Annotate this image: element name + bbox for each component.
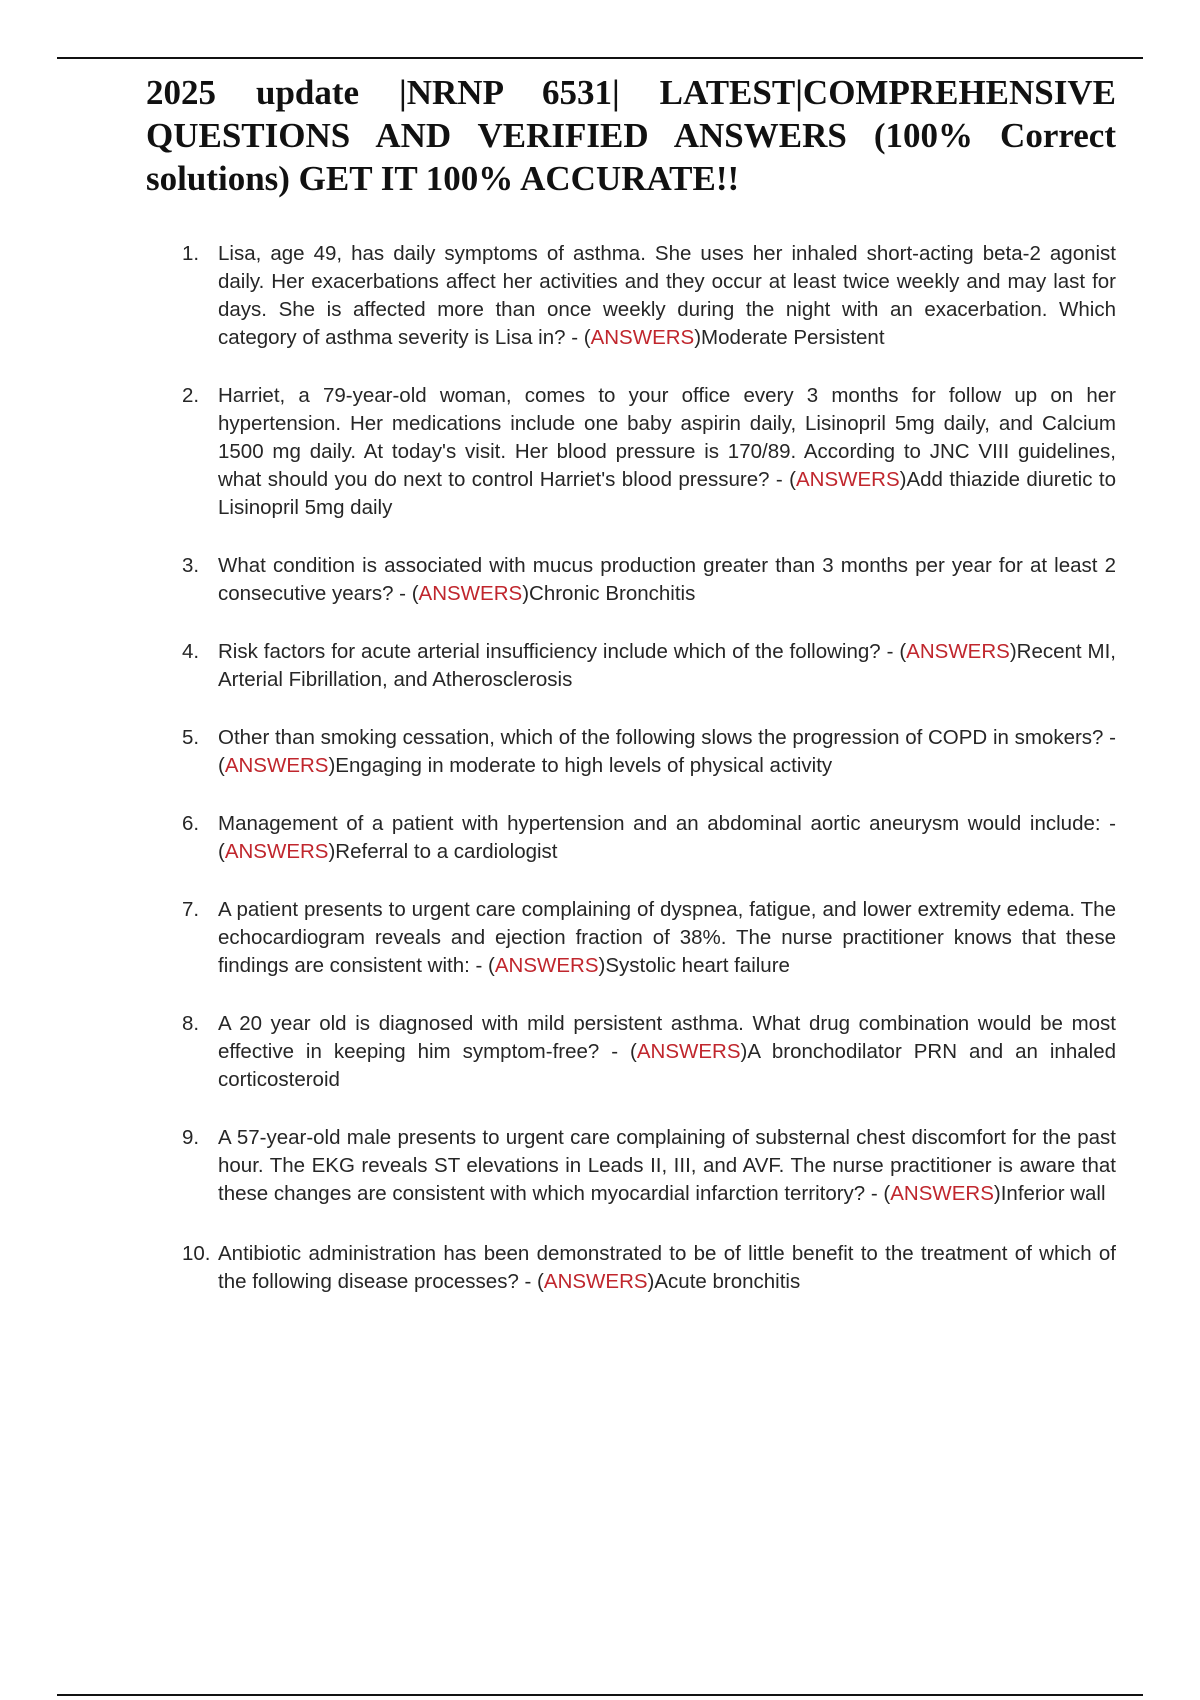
answers-tag: ANSWERS	[890, 1182, 994, 1205]
question-item	[146, 240, 1116, 352]
question-text: What condition is associated with mucus production greater than 3 months per year for at least 2 consecutive years? - (	[218, 554, 1116, 605]
question-item	[146, 552, 1116, 608]
question-item	[146, 382, 1116, 522]
answer-text: )A bronchodilator PRN and an inhaled corticosteroid	[218, 1040, 1116, 1091]
question-number: 10.	[182, 1242, 211, 1265]
answers-tag: ANSWERS	[494, 954, 599, 977]
answer-text: )Chronic Bronchitis	[522, 582, 696, 605]
question-text: Harriet, a 79-year-old woman, comes to your office every 3 months for follow up on her hypertension. Her medications include one baby aspirin daily, Lisinopril 5mg daily, and Calcium 1500 mg daily. At today's visit. Her blood pressure is 170/89. According to JNC VIII guidelines, what should you do next to control Harriet's blood pressure? - (	[218, 384, 1116, 491]
question-list	[146, 240, 1116, 1296]
question-text: Lisa, age 49, has daily symptoms of asthma. She uses her inhaled short-acting beta-2 agonist daily. Her exacerbations affect her activities and they occur at least twice weekly and may last for days. She is affected more than once weekly during the night with an exacerbation. Which category of asthma severity is Lisa in? - (	[218, 242, 1116, 349]
question-text: Antibiotic administration has been demonstrated to be of little benefit to the treatment of which of the following disease processes? - (	[218, 1242, 1116, 1293]
answer-text: )Recent MI, Arterial Fibrillation, and Atherosclerosis	[218, 640, 1116, 691]
answer-text: )Moderate Persistent	[694, 326, 885, 349]
question-text: Management of a patient with hypertension and an abdominal aortic aneurysm would include: - (	[218, 812, 1116, 863]
answers-tag: ANSWERS	[636, 1040, 741, 1063]
question-number: 1.	[182, 242, 200, 265]
answers-tag: ANSWERS	[906, 640, 1010, 663]
answers-tag: ANSWERS	[418, 582, 523, 605]
question-item	[146, 1124, 1116, 1208]
answer-text: )Inferior wall	[993, 1182, 1106, 1205]
answer-text: )Systolic heart failure	[598, 954, 790, 977]
bottom-divider	[57, 1694, 1143, 1696]
top-divider	[57, 57, 1143, 59]
question-number: 4.	[182, 640, 200, 663]
question-item	[146, 1010, 1116, 1094]
question-item	[146, 638, 1116, 694]
question-text: Other than smoking cessation, which of the following slows the progression of COPD in smokers? - (	[218, 726, 1116, 777]
answers-tag: ANSWERS	[795, 468, 900, 491]
page-title: 2025 update |NRNP 6531| LATEST|COMPREHENSIVE QUESTIONS AND VERIFIED ANSWERS (100% Correct solutions) GET IT 100% ACCURATE!!	[146, 73, 1116, 198]
answer-text: )Engaging in moderate to high levels of physical activity	[328, 754, 833, 777]
question-item	[146, 810, 1116, 866]
answer-text: )Add thiazide diuretic to Lisinopril 5mg daily	[218, 468, 1116, 519]
answers-tag: ANSWERS	[543, 1270, 648, 1293]
answers-tag: ANSWERS	[590, 326, 695, 349]
answer-text: )Acute bronchitis	[647, 1270, 801, 1293]
question-text: A patient presents to urgent care complaining of dyspnea, fatigue, and lower extremity edema. The echocardiogram reveals and ejection fraction of 38%. The nurse practitioner knows that these findings are consistent with: - (	[218, 898, 1116, 977]
question-number: 7.	[182, 898, 200, 921]
question-item	[146, 896, 1116, 980]
question-number: 5.	[182, 726, 200, 749]
question-text: A 20 year old is diagnosed with mild persistent asthma. What drug combination would be most effective in keeping him symptom-free? - (	[218, 1012, 1116, 1063]
question-text: Risk factors for acute arterial insufficiency include which of the following? - (	[218, 640, 907, 663]
question-number: 8.	[182, 1012, 200, 1035]
question-item	[146, 1240, 1116, 1296]
question-number: 9.	[182, 1126, 200, 1149]
answer-text: )Referral to a cardiologist	[328, 840, 558, 863]
question-number: 6.	[182, 812, 200, 835]
answers-tag: ANSWERS	[224, 840, 329, 863]
answers-tag: ANSWERS	[224, 754, 329, 777]
question-number: 2.	[182, 384, 200, 407]
question-number: 3.	[182, 554, 200, 577]
question-item	[146, 724, 1116, 780]
question-text: A 57-year-old male presents to urgent care complaining of substernal chest discomfort for the past hour. The EKG reveals ST elevations in Leads II, III, and AVF. The nurse practitioner is aware that these changes are consistent with which myocardial infarction territory? - (	[218, 1126, 1116, 1205]
